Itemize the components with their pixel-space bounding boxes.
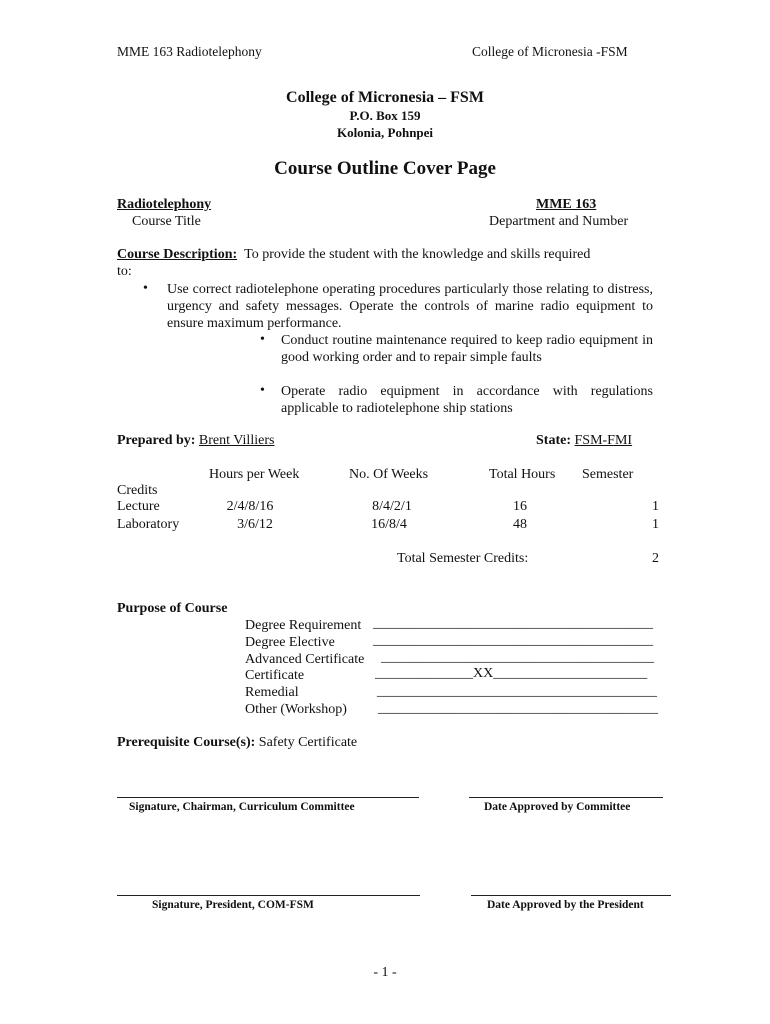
description-bullet-3: Operate radio equipment in accordance with regulations applicable to radiotelephone ship stations [281, 384, 653, 416]
course-description-text: To provide the student with the knowledge and skills required [244, 247, 591, 262]
signature-line-chairman [117, 797, 419, 798]
purpose-other-workshop: Other (Workshop) [245, 702, 347, 717]
lecture-total: 16 [513, 499, 527, 514]
page-title: Course Outline Cover Page [274, 158, 496, 179]
col-header-weeks: No. Of Weeks [349, 467, 429, 482]
signature-line-date-committee [469, 797, 663, 798]
signature-president-label: Signature, President, COM-FSM [152, 899, 314, 911]
state-label: State: [536, 433, 571, 448]
institution-location: Kolonia, Pohnpei [336, 125, 434, 140]
course-title-label: Course Title [132, 214, 201, 229]
purpose-line: ________________________________________ [378, 701, 658, 716]
purpose-degree-requirement: Degree Requirement [245, 618, 362, 633]
purpose-line: ________________________________________ [377, 684, 657, 699]
total-credits-value: 2 [652, 551, 659, 566]
laboratory-weeks: 16/8/4 [371, 517, 407, 532]
state-value: FSM-FMI [574, 433, 633, 448]
page-number: - 1 - [373, 965, 397, 980]
prerequisite [117, 735, 357, 751]
purpose-line: ________________________________________ [373, 616, 653, 631]
purpose-line: ________________________________________ [373, 633, 653, 648]
purpose-certificate: Certificate [245, 668, 305, 683]
row-label-lecture: Lecture [117, 499, 160, 514]
date-committee-label: Date Approved by Committee [484, 801, 631, 813]
course-number: MME 163 [536, 197, 597, 212]
purpose-label: Purpose of Course [117, 601, 228, 616]
course-number-label: Department and Number [489, 214, 629, 229]
row-label-laboratory: Laboratory [117, 517, 180, 532]
purpose-degree-elective: Degree Elective [245, 635, 335, 650]
laboratory-semester: 1 [652, 517, 659, 532]
purpose-line: _______________________________________ [381, 650, 654, 665]
prepared-by-label: Prepared by: [117, 433, 196, 448]
course-description-label: Course Description: [117, 247, 238, 262]
prepared-by-name: Brent Villiers [198, 433, 275, 448]
course-description-text-cont: to: [117, 264, 132, 279]
lecture-weeks: 8/4/2/1 [372, 499, 412, 514]
total-credits-label: Total Semester Credits: [397, 551, 529, 566]
laboratory-total: 48 [513, 517, 527, 532]
signature-line-president [117, 895, 420, 896]
col-header-total: Total Hours [489, 467, 556, 482]
state [536, 433, 632, 449]
lecture-hours: 2/4/8/16 [226, 499, 274, 514]
laboratory-hours: 3/6/12 [237, 517, 273, 532]
signature-line-date-president [471, 895, 671, 896]
course-description-intro [117, 247, 590, 263]
purpose-advanced-certificate: Advanced Certificate [245, 652, 365, 667]
bullet-icon: • [260, 383, 265, 398]
signature-chairman-label: Signature, Chairman, Curriculum Committee [129, 801, 355, 813]
prepared-by [117, 433, 274, 449]
bullet-icon: • [260, 332, 265, 347]
col-header-hours: Hours per Week [209, 467, 300, 482]
course-title: Radiotelephony [117, 197, 212, 212]
prerequisite-label: Prerequisite Course(s): [117, 735, 256, 750]
bullet-icon: • [143, 281, 148, 296]
purpose-remedial: Remedial [245, 685, 299, 700]
col-header-semester: Semester [582, 467, 634, 482]
description-bullet-2: Conduct routine maintenance required to keep radio equipment in good working order and to repair simple faults [281, 333, 653, 365]
description-bullet-1: Use correct radiotelephone operating procedures particularly those relating to distress, urgency and safety messages. Operate the controls of marine radio equipment to ensure maximum performance. [167, 282, 653, 331]
credits-label: Credits [117, 483, 158, 498]
header-left: MME 163 Radiotelephony [117, 44, 262, 59]
prerequisite-value: Safety Certificate [258, 735, 358, 750]
purpose-line: ______________XX______________________ [375, 666, 648, 681]
institution-po-box: P.O. Box 159 [349, 108, 421, 123]
institution-name: College of Micronesia – FSM [286, 89, 484, 106]
lecture-semester: 1 [652, 499, 659, 514]
header-right: College of Micronesia -FSM [472, 44, 628, 59]
date-president-label: Date Approved by the President [487, 899, 644, 911]
